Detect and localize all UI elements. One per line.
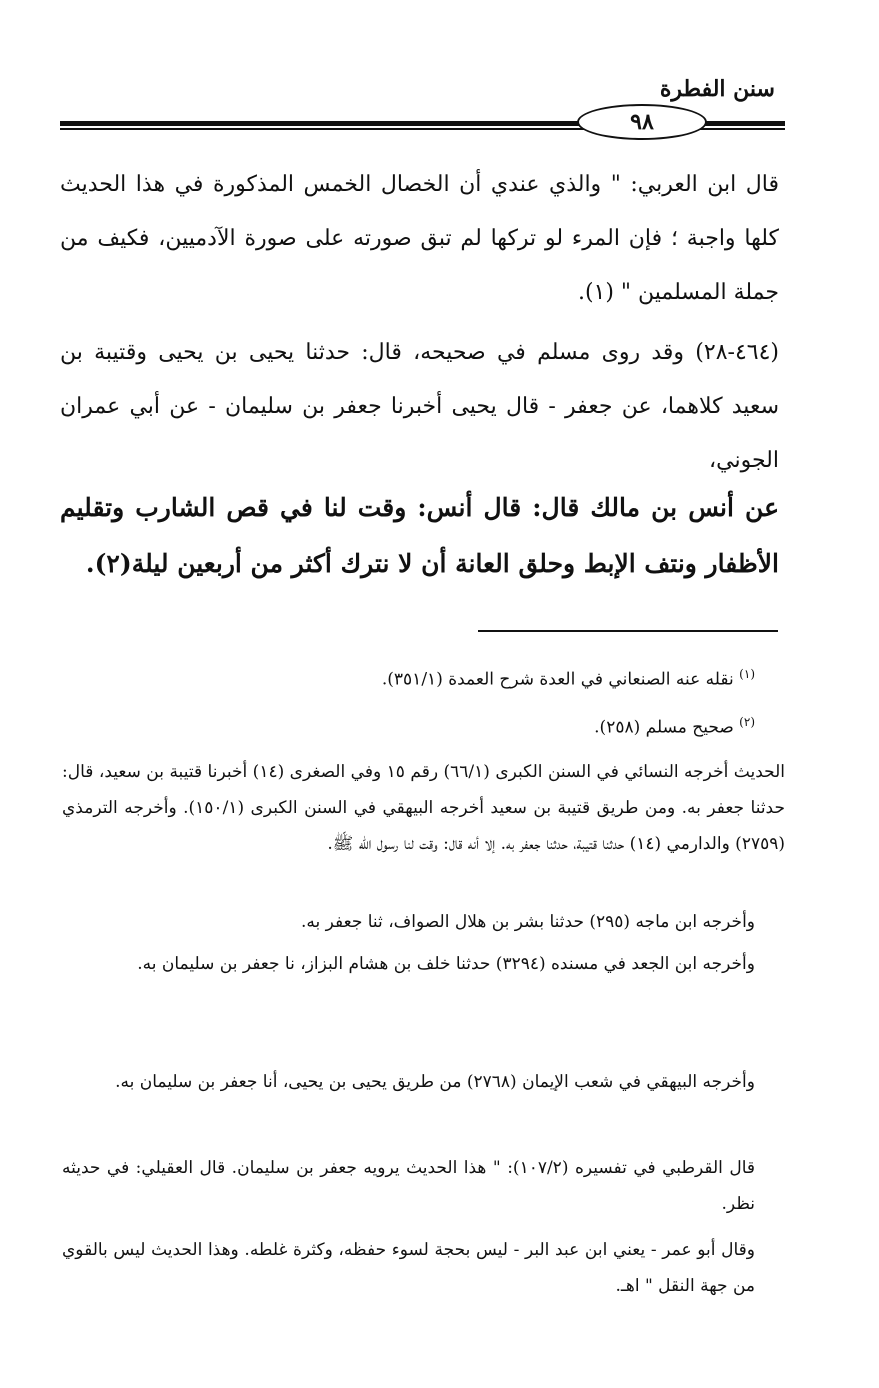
footnote-takhrij-bayhaqi: وأخرجه البيهقي في شعب الإيمان (٢٧٦٨) من طريق يحيى بن يحيى، أنا جعفر بن سليمان به. — [115, 1072, 755, 1092]
footnote-2-mark: (٢) — [739, 715, 755, 729]
footnote-takhrij-ibn-majah: وأخرجه ابن ماجه (٢٩٥) حدثنا بشر بن هلال الصواف، ثنا جعفر به. — [301, 912, 755, 932]
footnote-1-mark: (١) — [739, 667, 755, 681]
footnote-1-text: نقله عنه الصنعاني في العدة شرح العمدة (٣٥١/١). — [381, 669, 734, 690]
footnote-divider — [478, 630, 778, 632]
footnote-qurtubi: قال القرطبي في تفسيره (١٠٧/٢): " هذا الحديث يرويه جعفر بن سليمان. قال العقيلي: في حديثه نظر. — [62, 1158, 756, 1214]
footnote-2-text: صحيح مسلم (٢٥٨). — [594, 717, 734, 738]
body-paragraph-1: قال ابن العربي: " والذي عندي أن الخصال الخمس المذكورة في هذا الحديث كلها واجبة ؛ فإن المرء لو تركها لم تبق صورته على صورة الآدميين، فكيف من جملة المسلمين " (١). — [60, 172, 779, 305]
body-paragraph-2: (٤٦٤-٢٨) وقد روى مسلم في صحيحه، قال: حدثنا يحيى بن يحيى وقتيبة بن سعيد كلاهما، عن جعفر - قال يحيى أخبرنا جعفر بن سليمان - عن أبي عمران الجوني، — [60, 340, 779, 473]
footnote-takhrij-nasai: الحديث أخرجه النسائي في السنن الكبرى (٦٦/١) رقم ١٥ وفي الصغرى (١٤) أخبرنا قتيبة بن سعيد، قال: حدثنا جعفر به. ومن طريق قتيبة بن سعيد أخرجه البيهقي في السنن الكبرى (١٥٠/١). وأخرجه الترمذي (٢٧٥٩) والدارمي (١٤) حدثنا قتيبة، حدثنا جعفر به. إلا أنه قال: وقت لنا رسول الله ﷺ. — [62, 762, 785, 854]
footnote-ibn-abdulbarr: وقال أبو عمر - يعني ابن عبد البر - ليس بحجة لسوء حفظه، وكثرة غلطه. وهذا الحديث ليس بالقوي من جهة النقل " اهـ. — [62, 1240, 755, 1296]
footnote-1 — [62, 656, 785, 698]
hadith-text: عن أنس بن مالك قال: قال أنس: وقت لنا في قص الشارب وتقليم الأظفار ونتف الإبط وحلق العانة أن لا نترك أكثر من أربعين ليلة(٢). — [60, 493, 779, 578]
running-title: سنن الفطرة — [659, 76, 775, 102]
footnote-takhrij-ibn-aljad: وأخرجه ابن الجعد في مسنده (٣٢٩٤) حدثنا خلف بن هشام البزاز، نا جعفر بن سليمان به. — [137, 954, 755, 974]
page-number: ٩٨ — [577, 104, 707, 140]
footnote-2 — [62, 704, 785, 746]
